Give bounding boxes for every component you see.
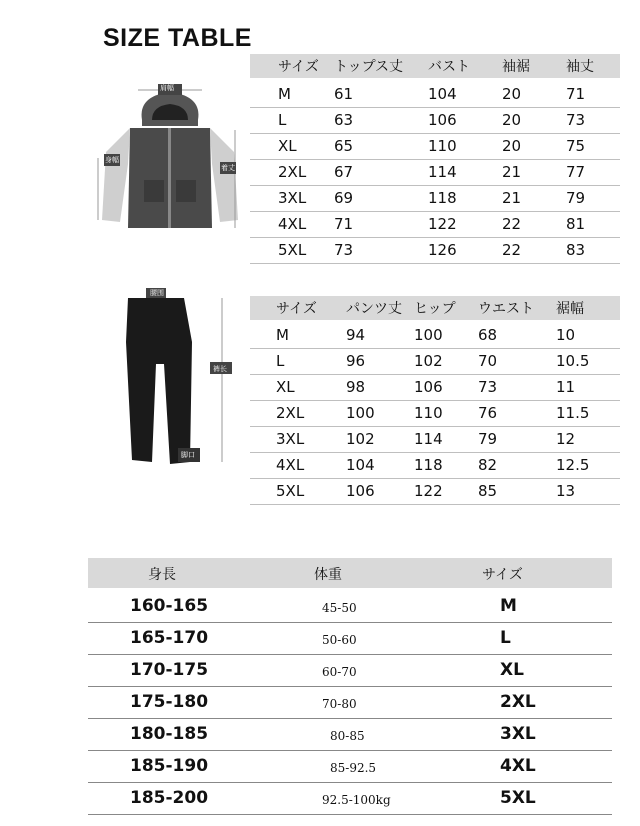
pants-table-cell: 106 xyxy=(414,378,443,396)
guide-table-cell: 92.5-100kg xyxy=(322,793,391,807)
pants-table-cell: 10.5 xyxy=(556,352,590,370)
guide-table-cell: 60-70 xyxy=(322,665,357,679)
guide-table-cell: 175-180 xyxy=(130,692,209,712)
guide-table-cell: 2XL xyxy=(500,692,536,712)
guide-table-cell: 3XL xyxy=(500,724,536,744)
top-table-cell: 65 xyxy=(334,137,354,155)
pants-table-cell: 3XL xyxy=(276,430,305,448)
top-table-cell: 21 xyxy=(502,163,522,181)
top-table-cell: 79 xyxy=(566,189,586,207)
top-table-cell: 81 xyxy=(566,215,586,233)
pants-size-table xyxy=(250,296,620,502)
pants-table-cell: 122 xyxy=(414,482,443,500)
pants-table-cell: XL xyxy=(276,378,295,396)
hoodie-label-shoulder: 肩幅 xyxy=(160,84,174,92)
row-divider xyxy=(250,452,620,453)
top-table-header-0: サイズ xyxy=(278,59,319,75)
row-divider xyxy=(88,622,612,623)
guide-table-cell: XL xyxy=(500,660,524,680)
top-table-cell: 71 xyxy=(334,215,354,233)
row-divider xyxy=(250,263,620,264)
pants-table-cell: L xyxy=(276,352,285,370)
guide-table-cell: 50-60 xyxy=(322,633,357,647)
pants-table-cell: 12 xyxy=(556,430,576,448)
row-divider xyxy=(250,374,620,375)
guide-table-cell: 5XL xyxy=(500,788,536,808)
row-divider xyxy=(88,814,612,815)
pants-table-cell: 100 xyxy=(346,404,375,422)
row-divider xyxy=(250,478,620,479)
row-divider xyxy=(250,185,620,186)
row-divider xyxy=(88,782,612,783)
pants-table-cell: 13 xyxy=(556,482,576,500)
top-table-cell: M xyxy=(278,85,291,103)
top-table-cell: 75 xyxy=(566,137,586,155)
pants-table-cell: 118 xyxy=(414,456,443,474)
pants-table-cell: 85 xyxy=(478,482,498,500)
pants-table-cell: 11.5 xyxy=(556,404,590,422)
pants-table-cell: 114 xyxy=(414,430,443,448)
guide-table-cell: 170-175 xyxy=(130,660,209,680)
pants-table-header-1: パンツ丈 xyxy=(346,301,402,317)
guide-table-cell: 165-170 xyxy=(130,628,209,648)
top-table-cell: L xyxy=(278,111,287,129)
pants-label-hem: 脚口 xyxy=(181,451,195,459)
pants-table-cell: 10 xyxy=(556,326,576,344)
hoodie-label-length: 着丈 xyxy=(221,164,235,172)
row-divider xyxy=(250,237,620,238)
top-table-cell: 22 xyxy=(502,215,522,233)
pants-table-cell: 110 xyxy=(414,404,443,422)
pants-table-cell: 79 xyxy=(478,430,498,448)
pants-table-header-4: 裾幅 xyxy=(556,301,584,317)
top-table-cell: 110 xyxy=(428,137,457,155)
pants-table-cell: 98 xyxy=(346,378,366,396)
row-divider xyxy=(250,211,620,212)
guide-table-cell: 80-85 xyxy=(330,729,365,743)
pants-table-header-3: ウエスト xyxy=(478,301,534,317)
pants-table-cell: 102 xyxy=(346,430,375,448)
tops-size-table xyxy=(250,54,620,266)
row-divider xyxy=(250,159,620,160)
guide-table-cell: 185-190 xyxy=(130,756,209,776)
top-table-cell: 126 xyxy=(428,241,457,259)
top-table-cell: 20 xyxy=(502,111,522,129)
pants-table-header-2: ヒップ xyxy=(414,301,456,317)
top-table-header-1: トップス丈 xyxy=(334,59,404,75)
guide-table-cell: 70-80 xyxy=(322,697,357,711)
guide-table-header-0: 身長 xyxy=(148,567,176,583)
pants-table-cell: 73 xyxy=(478,378,498,396)
guide-table-cell: L xyxy=(500,628,511,648)
pants-table-cell: 100 xyxy=(414,326,443,344)
top-table-cell: 104 xyxy=(428,85,457,103)
row-divider xyxy=(88,686,612,687)
pants-table-cell: 11 xyxy=(556,378,576,396)
pants-table-header-0: サイズ xyxy=(276,301,317,317)
row-divider xyxy=(88,654,612,655)
pants-table-cell: 4XL xyxy=(276,456,305,474)
row-divider xyxy=(88,718,612,719)
pants-table-cell: 68 xyxy=(478,326,498,344)
hoodie-illustration xyxy=(90,80,250,240)
page-title: SIZE TABLE xyxy=(103,24,252,52)
row-divider xyxy=(250,133,620,134)
pants-table-cell: 106 xyxy=(346,482,375,500)
pants-table-cell: 5XL xyxy=(276,482,305,500)
row-divider xyxy=(250,426,620,427)
top-table-header-4: 袖丈 xyxy=(566,59,594,75)
top-table-cell: 3XL xyxy=(278,189,307,207)
top-table-header-3: 袖裾 xyxy=(502,59,530,75)
pants-table-cell: 82 xyxy=(478,456,498,474)
row-divider xyxy=(250,348,620,349)
top-table-cell: 122 xyxy=(428,215,457,233)
top-table-cell: 77 xyxy=(566,163,586,181)
row-divider xyxy=(250,504,620,505)
pants-label-length: 裤长 xyxy=(213,365,227,373)
guide-table-header-1: 体重 xyxy=(314,567,342,583)
row-divider xyxy=(250,107,620,108)
top-table-header-2: バスト xyxy=(428,59,470,75)
pants-table-cell: 96 xyxy=(346,352,366,370)
top-table-cell: 4XL xyxy=(278,215,307,233)
top-table-cell: 20 xyxy=(502,85,522,103)
pants-illustration xyxy=(112,282,247,472)
pants-label-waist: 腰围 xyxy=(150,289,164,297)
top-table-cell: 69 xyxy=(334,189,354,207)
top-table-cell: 73 xyxy=(334,241,354,259)
pants-table-cell: 70 xyxy=(478,352,498,370)
guide-table-cell: 160-165 xyxy=(130,596,209,616)
top-table-cell: 114 xyxy=(428,163,457,181)
row-divider xyxy=(250,400,620,401)
top-table-cell: 61 xyxy=(334,85,354,103)
top-table-cell: 83 xyxy=(566,241,586,259)
pants-table-cell: 102 xyxy=(414,352,443,370)
top-table-cell: 2XL xyxy=(278,163,307,181)
guide-table-cell: 180-185 xyxy=(130,724,209,744)
guide-table-cell: 85-92.5 xyxy=(330,761,377,775)
guide-table-cell: M xyxy=(500,596,517,616)
guide-table-cell: 4XL xyxy=(500,756,536,776)
guide-table-header-2: サイズ xyxy=(482,567,523,583)
top-table-cell: XL xyxy=(278,137,297,155)
pants-table-cell: 12.5 xyxy=(556,456,590,474)
guide-table-cell: 185-200 xyxy=(130,788,209,808)
pants-table-cell: 2XL xyxy=(276,404,305,422)
top-table-cell: 73 xyxy=(566,111,586,129)
guide-table-cell: 45-50 xyxy=(322,601,357,615)
top-table-cell: 5XL xyxy=(278,241,307,259)
top-table-cell: 67 xyxy=(334,163,354,181)
pants-table-cell: 104 xyxy=(346,456,375,474)
top-table-cell: 21 xyxy=(502,189,522,207)
hoodie-label-chest: 身幅 xyxy=(105,156,119,164)
top-table-cell: 106 xyxy=(428,111,457,129)
top-table-cell: 20 xyxy=(502,137,522,155)
pants-table-cell: 76 xyxy=(478,404,498,422)
row-divider xyxy=(88,750,612,751)
pants-table-cell: 94 xyxy=(346,326,366,344)
top-table-cell: 71 xyxy=(566,85,586,103)
pants-table-cell: M xyxy=(276,326,289,344)
top-table-cell: 118 xyxy=(428,189,457,207)
height-weight-size-table xyxy=(88,558,612,808)
top-table-cell: 63 xyxy=(334,111,354,129)
pants-icon xyxy=(112,282,247,472)
top-table-cell: 22 xyxy=(502,241,522,259)
